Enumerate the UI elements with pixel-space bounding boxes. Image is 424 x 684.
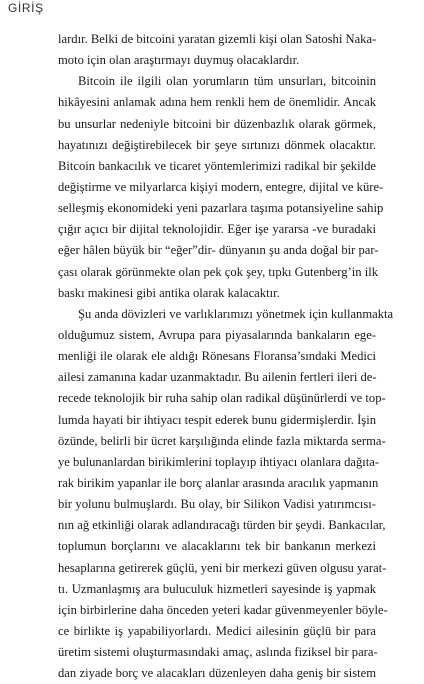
text-line: özünde, belirli bir ücret karşılığında elinde fazla miktarda serma- — [58, 433, 386, 448]
text-line: Bitcoin bankacılık ve ticaret yöntemlerimizi radikal bir şekilde — [58, 158, 376, 173]
text-line: çası olarak görünmekte olan pek çok şey, tıpkı Gutenberg’in ilk — [58, 264, 379, 279]
text-line: dan ziyade borç ve alacakları düzenleyen daha geniş bir sistem — [58, 666, 376, 681]
text-line: üretim sistemi oluşturmasındaki amaç, aslında fiziksel bir para- — [58, 645, 378, 660]
text-line: lardır. Belki de bitcoini yaratan gizemli kişi olan Satoshi Naka- — [58, 32, 377, 46]
text-line: toplumun borçlarını ve alacaklarını tek bir bankanın merkezi — [58, 539, 376, 554]
text-line: ailesi zamanına kadar uzanmaktadır. Bu ailenin fertleri ileri de- — [58, 370, 377, 385]
text-line: selleşmiş ekonomideki yeni pazarlara taşıma potansiyeline sahip — [58, 201, 384, 216]
text-line: lumda hayati bir ihtiyacı tespit ederek bunu gidermişlerdir. İşin — [58, 412, 376, 427]
text-line: değiştirme ve milyarlarca kişiyi modern, entegre, dijital ve küre- — [58, 179, 384, 194]
text-line: hayatınızı değiştirebilecek bir şeye sırtınızı dönmek olacaktır. — [58, 137, 376, 152]
text-line: moto için olan araştırmayı duymuş olacaklardır. — [58, 53, 300, 68]
text-line: Bitcoin ile ilgili olan yorumların tüm unsurları, bitcoinin — [78, 74, 376, 89]
text-line: hikâyesini anlamak adına hem renkli hem de önemlidir. Ancak — [58, 95, 376, 110]
text-line: nın ağ etkinliği olarak adlandıracağı türden bir şeydi. Bankacılar, — [58, 518, 386, 533]
text-line: menliği ile olarak ele aldığı Rönesans Floransa’sındaki Medici — [58, 349, 376, 364]
text-line: tı. Uzmanlaşmış ara buluculuk hizmetleri sayesinde iş yapmak — [58, 581, 376, 596]
text-line: ye bulunanlardan birikimlerini toplayıp ihtiyacı olanlara dağıta- — [58, 454, 380, 469]
text-line: bir yolunu bulmuşlardı. Bu olay, bir Silikon Vadisi yatırımcısı- — [58, 497, 376, 512]
text-line: için birbirlerine daha önceden yeteri kadar güvenmeyenler böyle- — [58, 602, 388, 617]
text-line: ce birlikte iş yapabiliyorlardı. Medici ailesinin güçlü bir para — [58, 623, 376, 638]
text-line: Şu anda dövizleri ve varlıklarımızı yönetmek için kullanmakta — [78, 306, 394, 321]
body-text — [58, 29, 394, 684]
text-line: bu unsurlar nedeniyle bitcoini bir düzenbazlık olarak görmek, — [58, 116, 376, 131]
running-head: GİRİŞ — [8, 1, 44, 15]
text-line: eğer hâlen büyük bir “eğer”dir- dünyanın şu anda doğal bir par- — [58, 243, 379, 258]
text-line: hesaplarına getirerek güçlü, yeni bir merkezi güven olgusu yarat- — [58, 560, 387, 575]
text-line: recede teknolojik bir ruha sahip olan radikal düşünürlerdi ve top- — [58, 391, 386, 406]
text-line: çığır açıcı bir dijital teknolojidir. Eğer işe yararsa -ve buradaki — [58, 222, 376, 237]
text-line: baskı makinesi gibi antika olarak kalacaktır. — [58, 285, 280, 300]
text-line: olduğumuz sistem, Avrupa para piyasalarında bankaların ege- — [58, 327, 376, 342]
text-line: rak birikim yapanlar ile borç alanlar arasında aracılık yapmanın — [58, 475, 379, 490]
